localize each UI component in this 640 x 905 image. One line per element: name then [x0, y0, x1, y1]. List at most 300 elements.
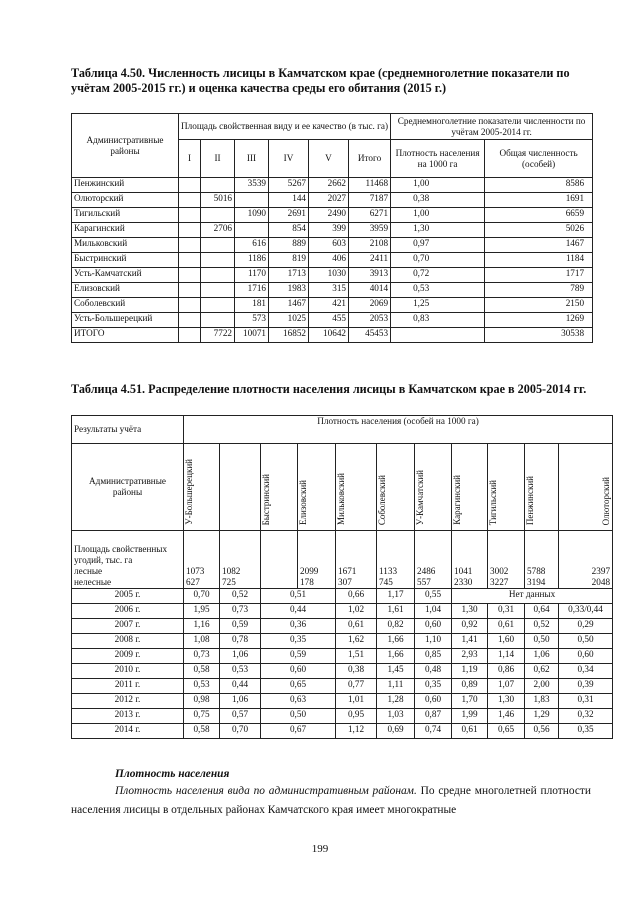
value-cell: 1,45	[377, 664, 415, 679]
value-cell: 30538	[485, 328, 593, 343]
value-cell: 181	[235, 298, 269, 313]
nonforest-value: 745	[379, 577, 393, 587]
value-cell: 1,00	[391, 208, 485, 223]
year-row	[72, 679, 613, 694]
value-cell: 1717	[485, 268, 593, 283]
paragraph-lead: Плотность населения вида по административным районам.	[115, 785, 417, 797]
value-cell	[201, 298, 235, 313]
district-name: Олюторский	[601, 476, 612, 525]
value-cell	[201, 208, 235, 223]
value-cell	[201, 313, 235, 328]
value-cell	[391, 328, 485, 343]
district-name: Пенжинский	[525, 475, 535, 525]
results-header: Результаты учёта	[72, 416, 184, 444]
nonforest-value: 627	[186, 577, 200, 587]
value-cell: 0,82	[377, 619, 415, 634]
value-cell: 5026	[485, 223, 593, 238]
nonforest-label: нелесные	[74, 577, 112, 587]
header-row	[72, 114, 593, 140]
value-cell	[201, 238, 235, 253]
year-row	[72, 604, 613, 619]
table-row	[72, 208, 593, 223]
value-cell: 0,34	[559, 664, 613, 679]
value-cell: 0,77	[336, 679, 377, 694]
area-value-cell	[559, 531, 613, 589]
table-row	[72, 253, 593, 268]
value-cell: 1,06	[220, 649, 261, 664]
value-cell: 1,08	[184, 634, 220, 649]
value-cell: 1,66	[377, 634, 415, 649]
value-cell	[179, 208, 201, 223]
value-cell: 144	[269, 193, 309, 208]
district-cell: Мильковский	[72, 238, 179, 253]
value-cell	[179, 313, 201, 328]
value-cell: 0,57	[220, 709, 261, 724]
nonforest-value: 2048	[591, 577, 611, 587]
value-cell: 2411	[349, 253, 391, 268]
nonforest-value: 3194	[527, 577, 546, 587]
value-cell: 0,75	[184, 709, 220, 724]
value-cell: 1269	[485, 313, 593, 328]
value-cell: 1,25	[391, 298, 485, 313]
district-cell: ИТОГО	[72, 328, 179, 343]
year-cell: 2010 г.	[72, 664, 184, 679]
table-row	[72, 298, 593, 313]
value-cell: 7187	[349, 193, 391, 208]
year-row	[72, 664, 613, 679]
district-cell: Олюторский	[72, 193, 179, 208]
value-cell: 1,06	[220, 694, 261, 709]
value-cell	[179, 193, 201, 208]
value-cell: 1170	[235, 268, 269, 283]
table-row	[72, 223, 593, 238]
value-cell: 0,50	[525, 634, 559, 649]
value-cell: 1,61	[377, 604, 415, 619]
value-cell	[201, 283, 235, 298]
forest-value: 1082	[222, 566, 241, 576]
value-cell: 573	[235, 313, 269, 328]
district-name: Мильковский	[336, 472, 346, 525]
year-row	[72, 634, 613, 649]
value-cell: 399	[309, 223, 349, 238]
value-cell: 0,70	[220, 724, 261, 739]
value-cell: 1,03	[377, 709, 415, 724]
year-cell: 2008 г.	[72, 634, 184, 649]
year-cell: 2014 г.	[72, 724, 184, 739]
district-column-header	[525, 444, 559, 531]
table-row	[72, 328, 593, 343]
district-column-header	[559, 444, 613, 531]
value-cell: 0,38	[336, 664, 377, 679]
value-cell: 0,51	[261, 589, 336, 604]
value-cell: 1,51	[336, 649, 377, 664]
value-cell: 1,60	[488, 634, 525, 649]
no-data-cell: Нет данных	[452, 589, 613, 604]
area-label: Площадь свойственных угодий, тыс. га	[74, 544, 168, 565]
section-heading: Плотность населения	[115, 768, 230, 780]
year-row	[72, 724, 613, 739]
nonforest-value: 557	[417, 577, 431, 587]
district-column-header	[220, 444, 261, 531]
forest-value: 1671	[338, 566, 357, 576]
year-row	[72, 694, 613, 709]
district-cell: Усть-Большерецкий	[72, 313, 179, 328]
nonforest-value: 3227	[490, 577, 509, 587]
value-cell: 2027	[309, 193, 349, 208]
class-header: IV	[269, 140, 309, 178]
value-cell: 1,83	[525, 694, 559, 709]
value-cell: 0,66	[336, 589, 377, 604]
forest-value: 1133	[379, 566, 398, 576]
year-cell: 2013 г.	[72, 709, 184, 724]
value-cell	[235, 223, 269, 238]
area-value-cell	[220, 531, 261, 589]
value-cell: 0,39	[559, 679, 613, 694]
value-cell: 0,61	[336, 619, 377, 634]
value-cell: 1983	[269, 283, 309, 298]
value-cell: 1716	[235, 283, 269, 298]
district-column-header	[452, 444, 488, 531]
value-cell: 45453	[349, 328, 391, 343]
value-cell: 0,52	[220, 589, 261, 604]
value-cell: 1186	[235, 253, 269, 268]
area-value-cell	[261, 531, 298, 589]
value-cell: 0,58	[184, 724, 220, 739]
area-value-cell	[184, 531, 220, 589]
area-value-cell	[488, 531, 525, 589]
value-cell: 3539	[235, 178, 269, 193]
district-column-header	[415, 444, 452, 531]
year-cell: 2012 г.	[72, 694, 184, 709]
forest-value: 3002	[490, 566, 509, 576]
value-cell: 8586	[485, 178, 593, 193]
district-header: Административные районы	[72, 444, 184, 531]
table-row	[72, 283, 593, 298]
year-cell: 2006 г.	[72, 604, 184, 619]
value-cell: 616	[235, 238, 269, 253]
value-cell: 1025	[269, 313, 309, 328]
value-cell: 0,87	[415, 709, 452, 724]
year-row	[72, 619, 613, 634]
value-cell: 1,99	[452, 709, 488, 724]
value-cell: 0,38	[391, 193, 485, 208]
value-cell: 0,53	[220, 664, 261, 679]
district-column-header	[298, 444, 336, 531]
area-value-cell	[525, 531, 559, 589]
nonforest-value: 725	[222, 577, 236, 587]
value-cell: 1,66	[377, 649, 415, 664]
value-cell: 0,33/0,44	[559, 604, 613, 619]
area-label-cell	[72, 531, 184, 589]
value-cell: 1,30	[452, 604, 488, 619]
value-cell	[179, 223, 201, 238]
value-cell: 0,78	[220, 634, 261, 649]
table-row	[72, 178, 593, 193]
districts-row	[72, 444, 613, 531]
value-cell: 0,59	[220, 619, 261, 634]
value-cell: 0,31	[559, 694, 613, 709]
nonforest-value: 2330	[454, 577, 473, 587]
value-cell: 1,00	[391, 178, 485, 193]
value-cell	[179, 253, 201, 268]
area-row	[72, 531, 613, 589]
value-cell: 1713	[269, 268, 309, 283]
value-cell	[179, 328, 201, 343]
value-cell: 1,30	[391, 223, 485, 238]
value-cell: 1,10	[415, 634, 452, 649]
value-cell: 1,12	[336, 724, 377, 739]
value-cell: 0,44	[261, 604, 336, 619]
value-cell: 315	[309, 283, 349, 298]
value-cell: 0,35	[559, 724, 613, 739]
total-header: Общая численность (особей)	[485, 140, 593, 178]
value-cell: 2150	[485, 298, 593, 313]
value-cell: 2706	[201, 223, 235, 238]
value-cell: 6271	[349, 208, 391, 223]
district-name: Быстринский	[261, 473, 271, 525]
value-cell: 0,48	[415, 664, 452, 679]
value-cell: 1,29	[525, 709, 559, 724]
district-cell: Елизовский	[72, 283, 179, 298]
value-cell: 1184	[485, 253, 593, 268]
value-cell: 0,50	[559, 634, 613, 649]
value-cell: 2691	[269, 208, 309, 223]
value-cell: 1,02	[336, 604, 377, 619]
value-cell: 0,69	[377, 724, 415, 739]
district-column-header	[336, 444, 377, 531]
value-cell: 0,61	[488, 619, 525, 634]
class-header: V	[309, 140, 349, 178]
fox-abundance-table	[71, 113, 593, 343]
value-cell: 0,53	[184, 679, 220, 694]
table-row	[72, 313, 593, 328]
table-row	[72, 238, 593, 253]
value-cell: 455	[309, 313, 349, 328]
value-cell: 0,89	[452, 679, 488, 694]
district-name: Елизовский	[298, 479, 308, 525]
district-cell: Пенжинский	[72, 178, 179, 193]
value-cell: 0,86	[488, 664, 525, 679]
year-cell: 2011 г.	[72, 679, 184, 694]
value-cell: 5016	[201, 193, 235, 208]
value-cell: 0,95	[336, 709, 377, 724]
value-cell: 0,36	[261, 619, 336, 634]
value-cell: 0,65	[261, 679, 336, 694]
value-cell: 10071	[235, 328, 269, 343]
district-cell: Карагинский	[72, 223, 179, 238]
value-cell: 0,60	[415, 694, 452, 709]
value-cell	[179, 238, 201, 253]
district-column-header	[261, 444, 298, 531]
value-cell: 1030	[309, 268, 349, 283]
value-cell: 1,07	[488, 679, 525, 694]
value-cell: 1,41	[452, 634, 488, 649]
value-cell: 1,06	[525, 649, 559, 664]
value-cell: 0,64	[525, 604, 559, 619]
value-cell: 603	[309, 238, 349, 253]
value-cell: 0,73	[184, 649, 220, 664]
density-distribution-table	[71, 415, 613, 739]
district-header: Административные районы	[72, 114, 179, 178]
header-row	[72, 416, 613, 444]
value-cell: 0,61	[452, 724, 488, 739]
value-cell: 0,97	[391, 238, 485, 253]
value-cell: 0,60	[261, 664, 336, 679]
value-cell: 1,70	[452, 694, 488, 709]
value-cell: 0,44	[220, 679, 261, 694]
value-cell: 0,70	[391, 253, 485, 268]
body-paragraph	[71, 782, 591, 820]
area-value-cell	[452, 531, 488, 589]
value-cell: 1,17	[377, 589, 415, 604]
value-cell: 4014	[349, 283, 391, 298]
table1-caption: Таблица 4.50. Численность лисицы в Камчатском крае (среднемноголетние показатели по учётам 2005-2015 гг.) и оценка качества среды его обитания (2015 г.)	[71, 66, 570, 95]
value-cell: 0,55	[415, 589, 452, 604]
value-cell: 2662	[309, 178, 349, 193]
value-cell: 0,60	[559, 649, 613, 664]
value-cell: 1691	[485, 193, 593, 208]
value-cell: 1,46	[488, 709, 525, 724]
district-cell: Тигильский	[72, 208, 179, 223]
value-cell: 2,93	[452, 649, 488, 664]
value-cell: 1,01	[336, 694, 377, 709]
value-cell: 854	[269, 223, 309, 238]
year-row	[72, 649, 613, 664]
value-cell: 0,29	[559, 619, 613, 634]
page-number: 199	[311, 843, 329, 855]
value-cell: 819	[269, 253, 309, 268]
year-row	[72, 589, 613, 604]
district-column-header	[488, 444, 525, 531]
value-cell	[179, 268, 201, 283]
value-cell: 3913	[349, 268, 391, 283]
value-cell: 0,58	[184, 664, 220, 679]
forest-value: 2099	[300, 566, 319, 576]
area-value-cell	[298, 531, 336, 589]
value-cell: 421	[309, 298, 349, 313]
value-cell	[179, 298, 201, 313]
value-cell	[201, 178, 235, 193]
value-cell: 0,56	[525, 724, 559, 739]
value-cell	[179, 283, 201, 298]
value-cell: 1,28	[377, 694, 415, 709]
value-cell: 0,73	[220, 604, 261, 619]
value-cell	[201, 253, 235, 268]
value-cell: 1,04	[415, 604, 452, 619]
value-cell: 0,74	[415, 724, 452, 739]
value-cell: 0,35	[415, 679, 452, 694]
value-cell: 2069	[349, 298, 391, 313]
value-cell: 1,30	[488, 694, 525, 709]
value-cell: 0,85	[415, 649, 452, 664]
value-cell: 1,11	[377, 679, 415, 694]
value-cell: 406	[309, 253, 349, 268]
district-cell: Соболевский	[72, 298, 179, 313]
area-value-cell	[415, 531, 452, 589]
district-name: У-Большерецкий	[184, 459, 194, 525]
value-cell: 16852	[269, 328, 309, 343]
district-cell: Усть-Камчатский	[72, 268, 179, 283]
forest-label: лесные	[74, 566, 103, 576]
value-cell: 0,72	[391, 268, 485, 283]
value-cell: 0,62	[525, 664, 559, 679]
class-header: I	[179, 140, 201, 178]
value-cell: 0,52	[525, 619, 559, 634]
value-cell: 3959	[349, 223, 391, 238]
value-cell: 7722	[201, 328, 235, 343]
nonforest-value: 307	[338, 577, 352, 587]
value-cell: 0,98	[184, 694, 220, 709]
value-cell: 11468	[349, 178, 391, 193]
value-cell: 1467	[485, 238, 593, 253]
value-cell: 0,32	[559, 709, 613, 724]
year-cell: 2007 г.	[72, 619, 184, 634]
value-cell: 0,35	[261, 634, 336, 649]
value-cell: 5267	[269, 178, 309, 193]
value-cell: 0,92	[452, 619, 488, 634]
year-cell: 2009 г.	[72, 649, 184, 664]
average-header: Среднемноголетние показатели численности по учётам 2005-2014 гг.	[391, 114, 593, 140]
class-header: III	[235, 140, 269, 178]
value-cell: 0,83	[391, 313, 485, 328]
value-cell: 6659	[485, 208, 593, 223]
forest-value: 1073	[186, 566, 205, 576]
year-row	[72, 709, 613, 724]
table2-caption: Таблица 4.51. Распределение плотности населения лисицы в Камчатском крае в 2005-2014 гг.	[71, 382, 587, 396]
value-cell: 1,14	[488, 649, 525, 664]
district-column-header	[377, 444, 415, 531]
table-row	[72, 268, 593, 283]
area-value-cell	[377, 531, 415, 589]
nonforest-value: 178	[300, 577, 314, 587]
district-name: У-Камчатский	[415, 469, 425, 525]
value-cell: 2490	[309, 208, 349, 223]
district-column-header	[184, 444, 220, 531]
value-cell	[201, 268, 235, 283]
value-cell: 0,63	[261, 694, 336, 709]
value-cell: 1,19	[452, 664, 488, 679]
value-cell: 0,60	[415, 619, 452, 634]
value-cell: 10642	[309, 328, 349, 343]
forest-value: 2486	[417, 566, 436, 576]
value-cell: 1,95	[184, 604, 220, 619]
value-cell: 0,70	[184, 589, 220, 604]
value-cell: 889	[269, 238, 309, 253]
value-cell: 2,00	[525, 679, 559, 694]
year-cell: 2005 г.	[72, 589, 184, 604]
district-name: Тигильский	[488, 479, 498, 525]
district-name: Соболевский	[377, 474, 387, 525]
table-row	[72, 193, 593, 208]
value-cell: 1090	[235, 208, 269, 223]
value-cell: 789	[485, 283, 593, 298]
value-cell: 2108	[349, 238, 391, 253]
forest-value: 1041	[454, 566, 473, 576]
district-cell: Быстринский	[72, 253, 179, 268]
class-header: II	[201, 140, 235, 178]
density-header: Плотность населения (особей на 1000 га)	[184, 416, 613, 444]
density-header: Плотность населения на 1000 га	[391, 140, 485, 178]
district-name: Карагинский	[452, 475, 462, 525]
value-cell: 1,62	[336, 634, 377, 649]
class-header: Итого	[349, 140, 391, 178]
value-cell: 0,65	[488, 724, 525, 739]
area-value-cell	[336, 531, 377, 589]
value-cell: 1467	[269, 298, 309, 313]
value-cell: 0,50	[261, 709, 336, 724]
value-cell: 2053	[349, 313, 391, 328]
value-cell	[235, 193, 269, 208]
